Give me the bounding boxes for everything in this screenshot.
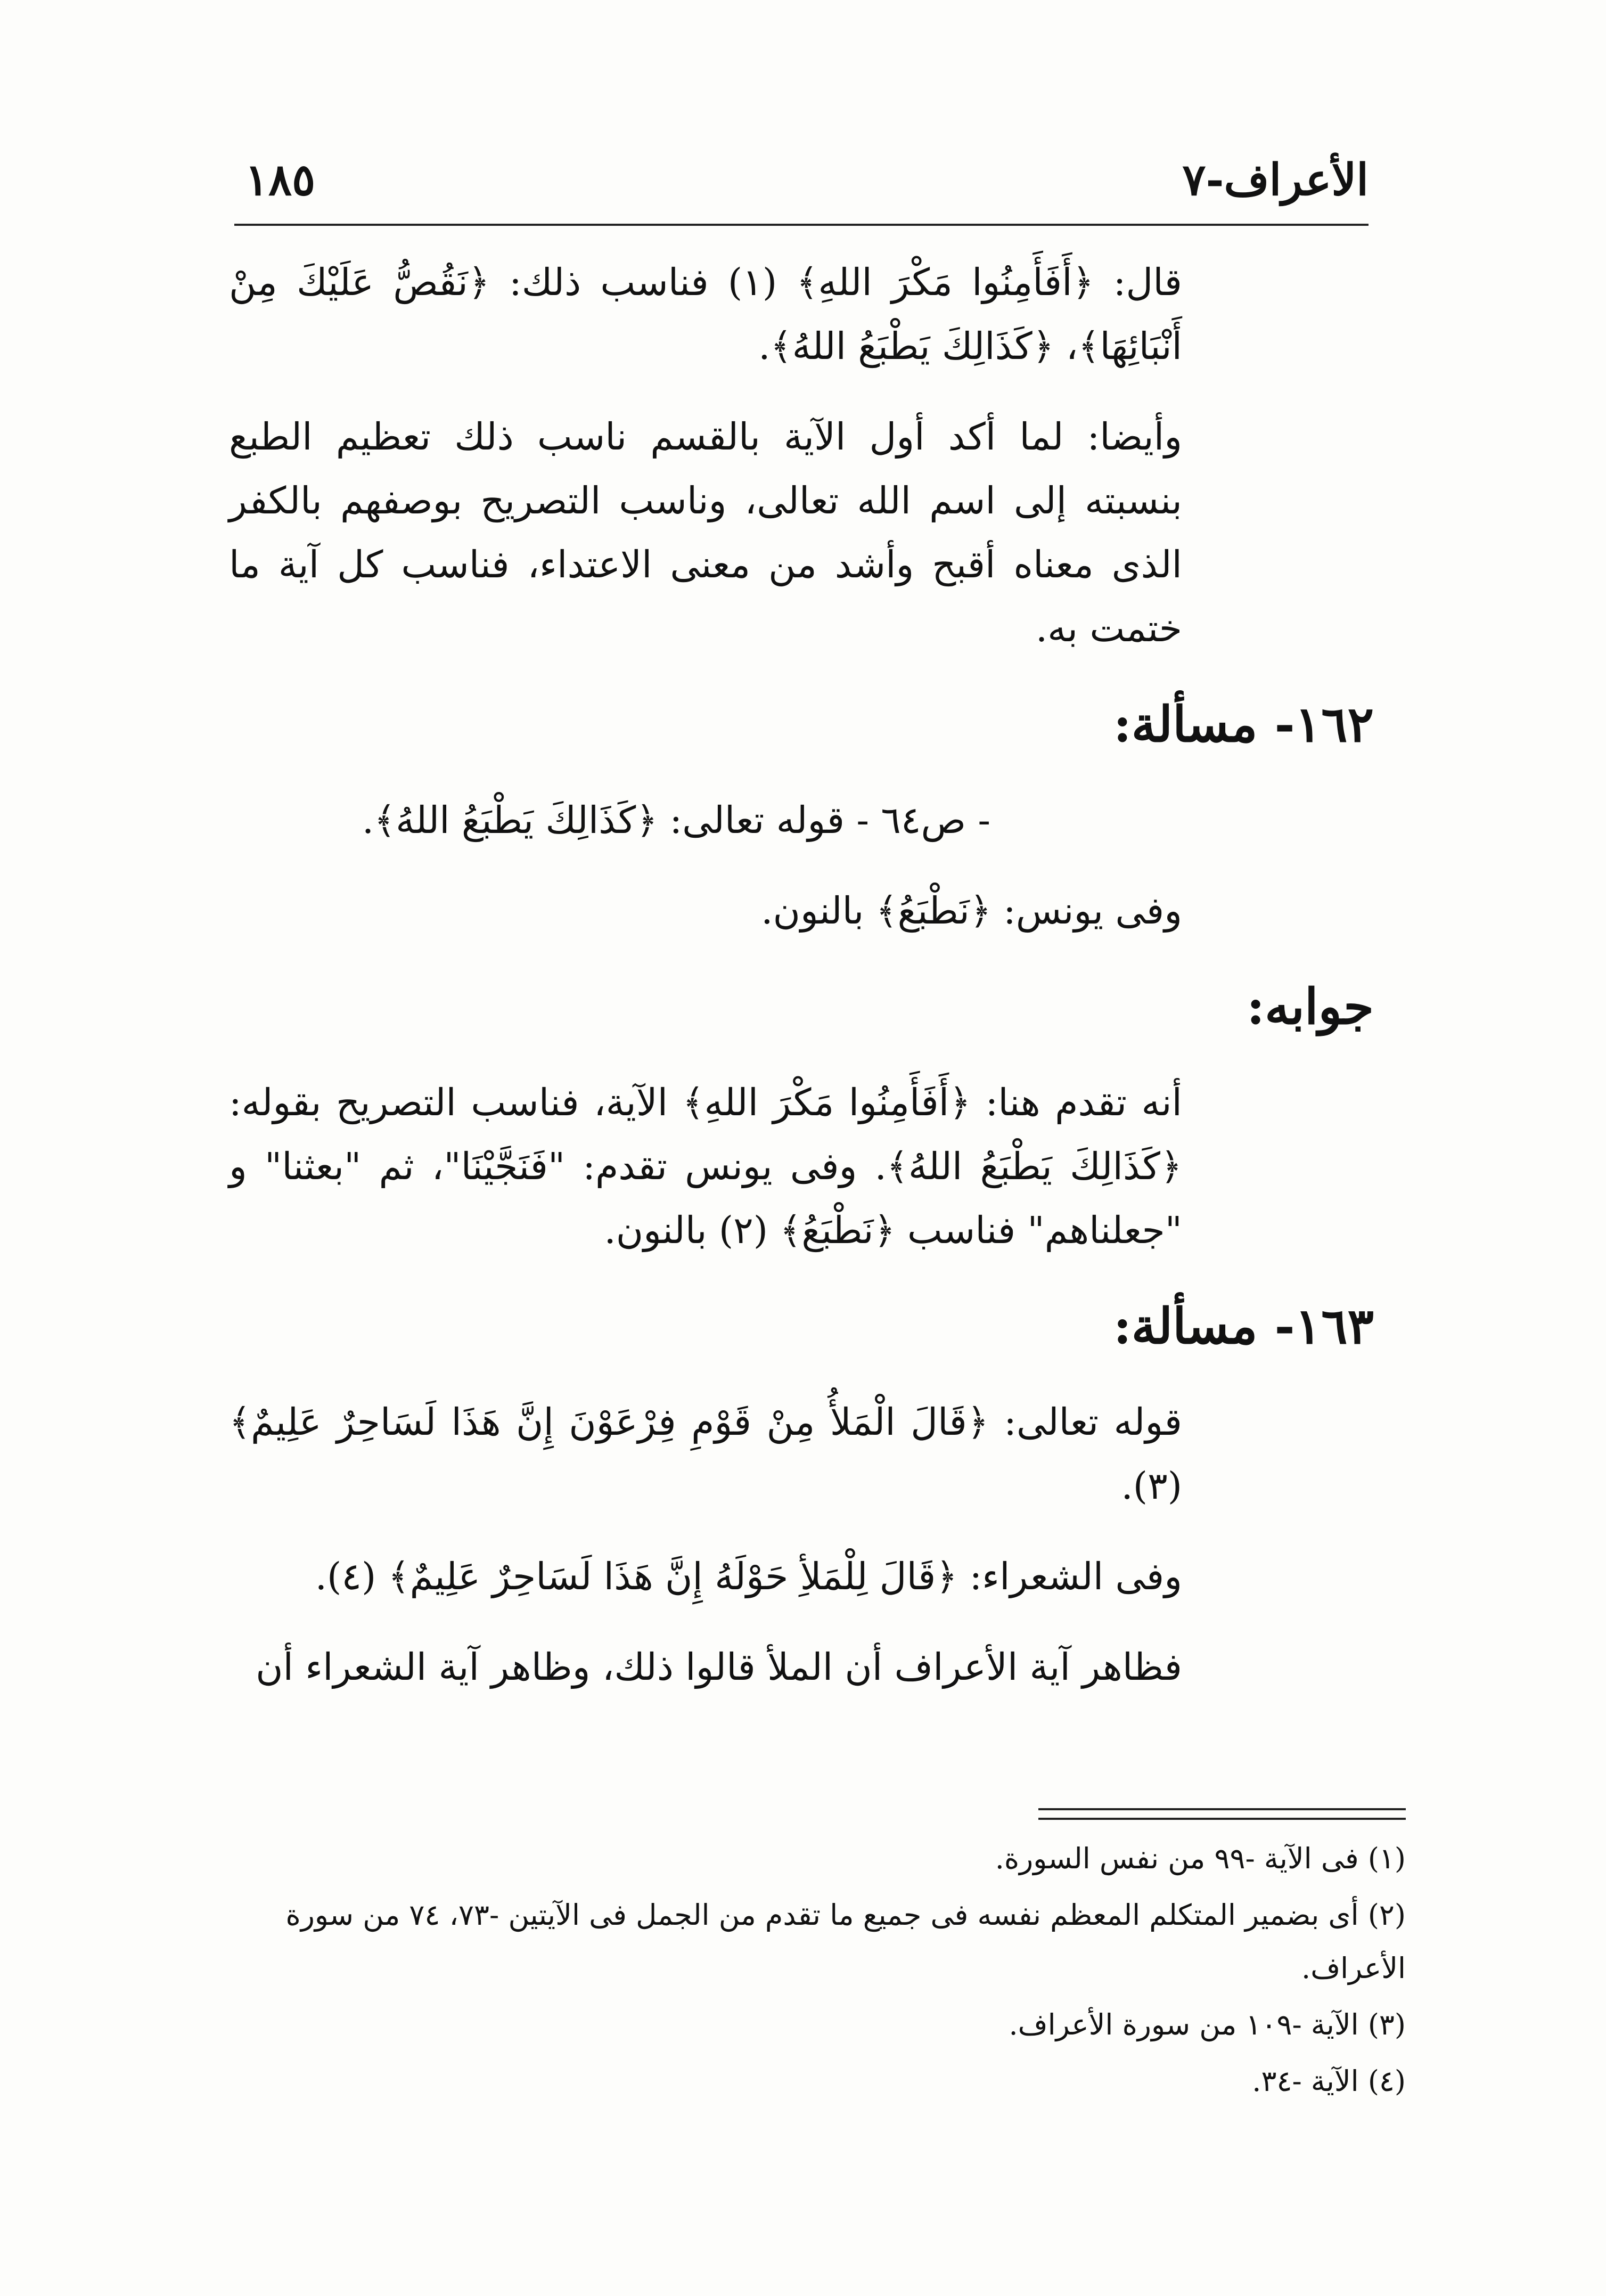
main-text	[229, 250, 1374, 1726]
heading-issue-162: ١٦٢- مسألة:	[1113, 696, 1374, 753]
heading-issue-163: ١٦٣- مسألة:	[1113, 1297, 1374, 1355]
footnote-4: (٤) الآية -٣٤.	[1252, 2064, 1406, 2098]
paragraph-3: - ص٦٤ - قوله تعالى: ﴿كَذَالِكَ يَطْبَعُ اللهُ﴾.	[362, 798, 990, 842]
page-header	[234, 144, 1369, 224]
paragraph-1: قال: ﴿أَفَأَمِنُوا مَكْرَ اللهِ﴾ (١) فناسب ذلك: ﴿نَقُصُّ عَلَيْكَ مِنْ أَنْبَائِهَا﴾، ﴿كَذَالِكَ يَطْبَعُ اللهُ﴾.	[229, 260, 1182, 368]
footnote-2: (٢) أى بضمير المتكلم المعظم نفسه فى جميع ما تقدم من الجمل فى الآيتين -٧٣، ٧٤ من سورة الأعراف.	[285, 1898, 1406, 1985]
header-rule	[234, 224, 1369, 226]
footnote-3: (٣) الآية -١٠٩ من سورة الأعراف.	[1009, 2008, 1406, 2041]
footnotes	[234, 1832, 1406, 2111]
footnote-1: (١) فى الآية -٩٩ من نفس السورة.	[995, 1842, 1406, 1875]
page-number: ١٨٥	[245, 154, 316, 206]
paragraph-2: وأيضا: لما أكد أول الآية بالقسم ناسب ذلك تعظيم الطبع بنسبته إلى اسم الله تعالى، وناسب التصريح بوصفهم بالكفر الذى معناه أقبح وأشد من معنى الاعتداء، فناسب كل آية ما ختمت به.	[229, 415, 1182, 650]
footnote-rule	[1038, 1808, 1406, 1820]
heading-answer: جوابه:	[1247, 978, 1374, 1035]
paragraph-7: وفى الشعراء: ﴿قَالَ لِلْمَلأِ حَوْلَهُ إِنَّ هَذَا لَسَاحِرٌ عَلِيمٌ﴾ (٤).	[315, 1555, 1182, 1598]
paragraph-8: فظاهر آية الأعراف أن الملأ قالوا ذلك، وظاهر آية الشعراء أن	[256, 1645, 1182, 1689]
paragraph-5: أنه تقدم هنا: ﴿أَفَأَمِنُوا مَكْرَ اللهِ﴾ الآية، فناسب التصريح بقوله: ﴿كَذَالِكَ يَطْبَعُ اللهُ﴾. وفى يونس تقدم: "فَنَجَّيْنَا"، ثم "بعثنا" و "جعلناهم" فناسب ﴿نَطْبَعُ﴾ (٢) بالنون.	[229, 1081, 1182, 1252]
paragraph-6: قوله تعالى: ﴿قَالَ الْمَلأُ مِنْ قَوْمِ فِرْعَوْنَ إِنَّ هَذَا لَسَاحِرٌ عَلِيمٌ﴾ (٣).	[229, 1400, 1182, 1508]
paragraph-4: وفى يونس: ﴿نَطْبَعُ﴾ بالنون.	[761, 889, 1182, 933]
running-title: الأعراف-٧	[1182, 154, 1369, 206]
